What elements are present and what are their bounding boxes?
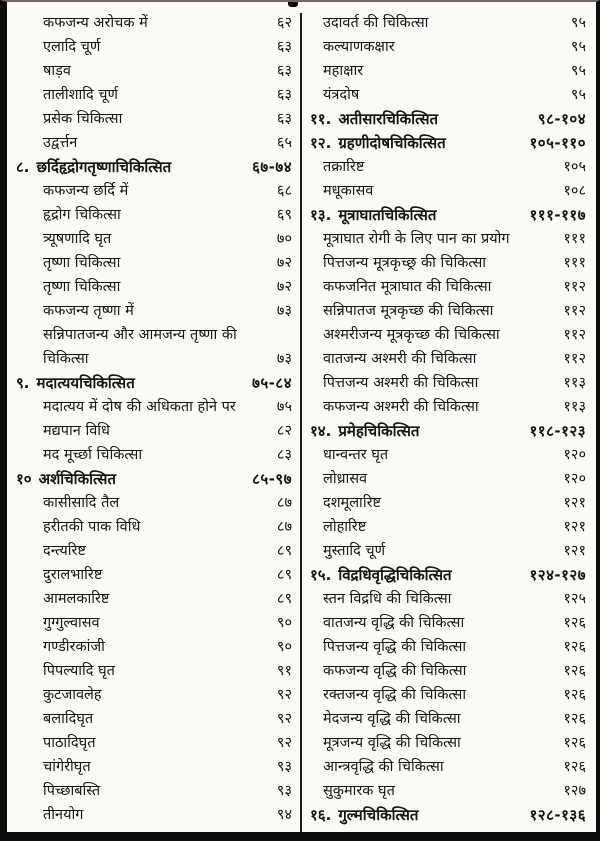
toc-entry [16,587,292,611]
entry-title: हृद्रोग चिकित्सा [43,207,121,223]
toc-entry [310,587,586,611]
toc-entry [310,395,586,419]
entry-page-number: ९० [276,639,292,655]
entry-page-number: १२६ [563,639,586,655]
entry-page-number: ७३ [276,303,292,319]
toc-entry [16,59,292,83]
entry-page-number: ८७ [276,519,292,535]
entry-title: तृष्णा चिकित्सा [43,255,121,271]
entry-page-number: ८९ [276,591,292,607]
entry-page-number: ८२ [276,423,292,439]
toc-entry [16,683,292,707]
toc-entry [16,275,292,299]
entry-title: मुस्तादि चूर्ण [323,543,386,559]
entry-title: कल्याणकक्षार [323,39,395,55]
chapter-number: १३. [310,206,332,224]
entry-title: मदात्यय में दोष की अधिकता होने पर [43,399,236,415]
entry-page-number: ११३ [563,399,586,415]
entry-title: कुटजावलेह [43,687,102,703]
chapter-number: ८. [16,158,30,176]
toc-entry [16,179,292,203]
toc-entry [310,779,586,803]
entry-title: एलादि चूर्ण [43,39,101,55]
entry-page-number: ८९ [276,567,292,583]
toc-entry [310,83,586,107]
entry-title: पिपल्यादि घृत [43,663,115,679]
toc-entry [310,491,586,515]
entry-title: पाठादिघृत [43,735,96,751]
toc-columns [7,2,596,832]
entry-title: तीनयोग [43,807,84,823]
entry-title: तालीशादि चूर्ण [43,87,118,103]
toc-entry [310,611,586,635]
entry-page-number: ११३ [563,375,586,391]
entry-title: उदावर्त की चिकित्सा [323,15,429,31]
entry-title: मदात्ययचिकित्सित [36,374,135,392]
toc-entry [16,419,292,443]
entry-page-number: ७२ [276,255,292,271]
toc-chapter [16,155,292,179]
entry-title: दुरालभारिष्ट [43,567,103,583]
toc-entry [16,707,292,731]
entry-title: हरीतकी पाक विधि [43,519,141,535]
entry-title: दन्त्यरिष्ट [43,543,86,559]
entry-page-number: १०५ [563,159,586,175]
toc-chapter [310,131,586,155]
entry-page-number: ११८-१२३ [529,422,586,440]
entry-page-number: ७० [276,231,292,247]
toc-entry [16,611,292,635]
entry-page-number: १२० [563,471,586,487]
entry-page-number: १२५ [563,591,586,607]
toc-chapter [310,107,586,131]
toc-entry [310,323,586,347]
entry-title: ग्रहणीदोषचिकित्सित [338,134,446,152]
entry-page-number: १२६ [563,735,586,751]
toc-entry [16,779,292,803]
entry-title: स्तन विद्रधि की चिकित्सा [323,591,452,607]
entry-title: अर्शचिकित्सित [38,470,116,488]
entry-page-number: ६३ [276,111,292,127]
entry-page-number: १२४-१२७ [529,566,586,584]
entry-title: गुल्मचिकित्सित [338,806,419,824]
toc-entry [310,707,586,731]
toc-entry [16,659,292,683]
entry-title: प्रमेहचिकित्सित [338,422,420,440]
chapter-number: १६. [310,806,332,824]
entry-page-number: ८५-९७ [252,470,292,488]
chapter-number: ९. [16,374,30,392]
entry-page-number: ९० [276,615,292,631]
toc-chapter [310,563,586,587]
toc-entry [310,59,586,83]
entry-page-number: १११ [563,255,586,271]
toc-entry [310,227,586,251]
entry-title: कफजन्य अरोचक में [43,15,148,31]
chapter-number: १५. [310,566,332,584]
entry-title: मूत्राघात रोगी के लिए पान का प्रयोग [323,231,510,247]
toc-entry [310,347,586,371]
entry-title: कफजन्य छर्दि में [43,183,129,199]
entry-title: कफजन्य वृद्धि की चिकित्सा [323,663,467,679]
chapter-number: १० [16,470,32,488]
entry-title: सुकुमारक घृत [323,783,395,799]
toc-entry [16,731,292,755]
entry-page-number: ११२ [563,351,586,367]
chapter-number: ११. [310,110,332,128]
entry-title: रक्तजन्य वृद्धि की चिकित्सा [323,687,467,703]
entry-title: छर्दिहृद्रोगतृष्णाचिकित्सित [36,158,172,176]
entry-page-number: १२६ [563,663,586,679]
toc-entry [310,275,586,299]
entry-page-number: १११-११७ [529,206,586,224]
toc-entry [310,35,586,59]
entry-page-number: १२६ [563,759,586,775]
entry-page-number: ८७ [276,495,292,511]
entry-page-number: ६८ [276,183,292,199]
entry-title: बलादिघृत [43,711,94,727]
entry-page-number: ९१ [276,663,292,679]
entry-page-number: ९५ [570,39,586,55]
entry-title: मूत्रजन्य वृद्धि की चिकित्सा [323,735,461,751]
toc-entry [16,203,292,227]
toc-entry [310,659,586,683]
entry-title: मद्यपान विधि [43,423,110,439]
toc-entry [16,755,292,779]
entry-page-number: १२० [563,447,586,463]
entry-page-number: ६९ [276,207,292,223]
entry-page-number: १०५-११० [529,134,586,152]
toc-entry [16,635,292,659]
entry-page-number: ६२ [276,15,292,31]
entry-page-number: ९४ [276,807,292,823]
entry-title: पित्तजन्य वृद्धि की चिकित्सा [323,639,467,655]
toc-column-left [7,11,300,832]
entry-title: पित्तजन्य अश्मरी की चिकित्सा [323,375,479,391]
toc-entry [310,467,586,491]
entry-page-number: ११२ [563,279,586,295]
toc-entry [310,731,586,755]
entry-title: कफजनित मूत्राघात की चिकित्सा [323,279,492,295]
toc-entry [16,491,292,515]
page-top-mark [288,2,298,7]
toc-entry [310,515,586,539]
toc-entry [16,35,292,59]
toc-entry [310,635,586,659]
entry-page-number: १२१ [563,519,586,535]
entry-page-number: १२१ [563,543,586,559]
entry-page-number: ७२ [276,279,292,295]
entry-title: लोहारिष्ट [323,519,367,535]
entry-page-number: ७३ [276,351,292,367]
entry-page-number: ९२ [276,687,292,703]
toc-entry [16,539,292,563]
entry-title: सन्निपातजन्य और आमजन्य तृष्णा की चिकित्सा [43,327,237,367]
toc-entry [16,251,292,275]
chapter-number: १४. [310,422,332,440]
entry-title: दशमूलारिष्ट [323,495,381,511]
entry-title: कफजन्य अश्मरी की चिकित्सा [323,399,479,415]
toc-entry [310,299,586,323]
toc-entry [310,443,586,467]
entry-page-number: १२१ [563,495,586,511]
entry-page-number: ६५ [276,135,292,151]
entry-title: षाड़व [43,63,71,79]
entry-page-number: ६३ [276,39,292,55]
entry-title: मूत्राघातचिकित्सित [338,206,437,224]
entry-title: अतीसारचिकित्सित [338,110,439,128]
entry-page-number: १२७ [563,783,586,799]
entry-title: वातजन्य अश्मरी की चिकित्सा [323,351,477,367]
toc-entry [16,107,292,131]
entry-page-number: १२६ [563,615,586,631]
entry-page-number: ९८-१०४ [537,110,586,128]
toc-entry [16,11,292,35]
entry-page-number: ९२ [276,735,292,751]
entry-title: गण्डीरकांजी [43,639,105,655]
toc-entry [310,539,586,563]
toc-chapter [310,419,586,443]
entry-title: मद मूर्च्छा चिकित्सा [43,447,143,463]
toc-entry [16,299,292,323]
entry-title: गुग्गुल्वासव [43,615,100,631]
entry-title: मधूकासव [323,183,374,199]
entry-page-number: ७५-८४ [252,374,292,392]
toc-entry [16,515,292,539]
entry-title: कासीसादि तैल [43,495,120,511]
toc-column-right [302,11,596,832]
toc-entry [310,755,586,779]
toc-entry [16,443,292,467]
entry-title: चांगेरीघृत [43,759,91,775]
entry-page-number: ६३ [276,87,292,103]
entry-page-number: १२६ [563,687,586,703]
toc-chapter [310,803,586,827]
entry-page-number: १२८-१३६ [529,806,586,824]
toc-entry [16,83,292,107]
entry-page-number: ९५ [570,87,586,103]
entry-page-number: ११२ [563,303,586,319]
entry-title: अश्मरीजन्य मूत्रकृच्छ की चिकित्सा [323,327,500,343]
toc-chapter [16,371,292,395]
toc-entry [310,155,586,179]
entry-title: सन्निपातज मूत्रकृच्छ की चिकित्सा [323,303,494,319]
entry-page-number: ९३ [276,783,292,799]
toc-entry [310,371,586,395]
entry-title: लोध्रासव [323,471,368,487]
entry-title: पिच्छाबस्ति [43,783,101,799]
entry-page-number: ८३ [276,447,292,463]
chapter-number: १२. [310,134,332,152]
toc-entry [16,131,292,155]
entry-page-number: १११ [563,231,586,247]
entry-page-number: ७५ [276,399,292,415]
toc-chapter [16,467,292,491]
toc-entry [310,11,586,35]
toc-entry [310,683,586,707]
entry-title: मेदजन्य वृद्धि की चिकित्सा [323,711,461,727]
entry-title: आन्त्रवृद्धि की चिकित्सा [323,759,444,775]
entry-title: कफजन्य तृष्णा में [43,303,134,319]
entry-page-number: ८९ [276,543,292,559]
toc-entry [16,323,292,371]
toc-entry [310,251,586,275]
entry-page-number: १२६ [563,711,586,727]
entry-title: उद्वर्त्तन [43,135,78,151]
entry-page-number: ९३ [276,759,292,775]
entry-page-number: १०८ [563,183,586,199]
entry-page-number: ९५ [570,15,586,31]
toc-entry [16,227,292,251]
entry-page-number: ६३ [276,63,292,79]
entry-title: विद्रधिवृद्धिचिकित्सित [338,566,452,584]
entry-title: तक्रारिष्ट [323,159,365,175]
entry-title: त्र्यूषणादि घृत [43,231,112,247]
entry-page-number: ९५ [570,63,586,79]
entry-page-number: ९२ [276,711,292,727]
entry-page-number: ११२ [563,327,586,343]
entry-title: प्रसेक चिकित्सा [43,111,123,127]
entry-title: वातजन्य वृद्धि की चिकित्सा [323,615,465,631]
entry-title: धान्वन्तर घृत [323,447,389,463]
toc-entry [16,803,292,827]
toc-entry [16,563,292,587]
entry-title: यंत्रदोष [323,87,360,103]
toc-entry [310,179,586,203]
entry-title: पित्तजन्य मूत्रकृच्छ्र की चिकित्सा [323,255,487,271]
entry-title: आमलकारिष्ट [43,591,110,607]
entry-page-number: ६७-७४ [252,158,292,176]
toc-entry [16,395,292,419]
entry-title: तृष्णा चिकित्सा [43,279,121,295]
entry-title: महाक्षार [323,63,364,79]
toc-chapter [310,203,586,227]
